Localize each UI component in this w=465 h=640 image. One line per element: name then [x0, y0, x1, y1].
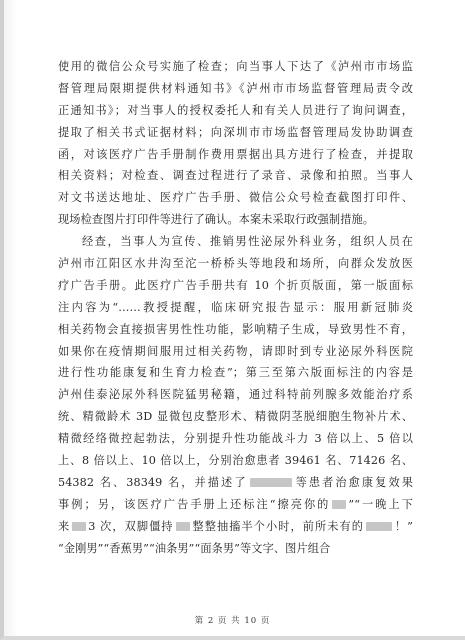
paragraph-lines	[58, 56, 413, 472]
document-line: 统、精微龄术 3D 显微包皮整形术、精微阴茎脱细胞生物补片术、	[58, 410, 413, 424]
line-text: 54382 名、38349 名，并描述了	[58, 475, 248, 489]
line-text: 等患者治愈康复效果	[293, 475, 413, 489]
document-line: 精微经络微控起勃法，分别提升性功能战斗力 3 倍以上、5 倍以	[58, 432, 413, 446]
document-line: 相关药物会直接损害男性性功能，影响精子生成，导致男性不育，	[58, 322, 413, 336]
redaction-mark	[332, 500, 346, 509]
document-line: 现场检查图片打印件等进行了确认。本案未采取行政强制措施。	[58, 213, 375, 227]
document-line: 使用的微信公众号实施了检查；向当事人下达了《泸州市市场监	[58, 60, 413, 73]
document-line: 泸州市江阳区水井沟至沱一桥桥头等地段和场所，向群众发放医	[58, 257, 413, 271]
line-text: ！”	[393, 519, 413, 533]
document-line: 泸州佳泰泌尿外科医院猛男秘籍，通过科特前列腺多效能治疗系	[58, 388, 413, 402]
redaction-mark	[72, 522, 86, 531]
document-line: 疗广告手册。此医疗广告手册共有 10 个折页版面，第一版面标	[58, 278, 413, 292]
document-line: 相关资料；对检查、调查过程进行了录音、录像和拍照。当事人	[58, 169, 413, 183]
document-line: 注内容为“……教授提醒，临床研究报告显示：服用新冠肺炎	[58, 300, 413, 314]
line-text: 事例；另，该医疗广告手册上还标注“擦亮你的	[58, 497, 331, 511]
line-text: ”“一晚上下	[348, 497, 413, 511]
line-text: 整整抽搐半个小时，前所未有的	[191, 519, 364, 533]
page-number-footer: 第 2 页 共 10 页	[194, 616, 271, 626]
document-line-redacted-2	[58, 494, 413, 516]
redaction-mark	[176, 522, 190, 531]
document-line: 上、8 倍以上、10 倍以上，分别治愈患者 39461 名、71426 名、	[58, 454, 413, 468]
document-line: 如果你在疫情期间服用过相关药物，请即时到专业泌尿外科医院	[58, 344, 413, 358]
document-line: 对文书送达地址、医疗广告手册、微信公众号检查截图打印件、	[58, 191, 413, 205]
line-text: 3 次，双脚僵持	[88, 519, 174, 533]
document-line: 经查，当事人为宣传、推销男性泌尿外科业务，组织人员在	[82, 235, 413, 249]
redaction-mark	[250, 478, 292, 487]
document-line: 函，对该医疗广告手册制作费用票据出具方进行了检查，并提取	[58, 147, 413, 161]
document-line: 进行性功能康复和生育力检查”；第三至第六版面标注的内容是	[58, 366, 413, 380]
document-line: 提取了相关书式证据材料；向深圳市市场监督管理局发协助调查	[58, 125, 413, 139]
document-line-redacted-1	[58, 472, 413, 494]
document-line: 督管理局限期提供材料通知书》《泸州市市场监督管理局责令改	[58, 81, 413, 95]
document-body	[58, 56, 413, 559]
line-text: 来	[58, 519, 71, 533]
redaction-mark	[366, 522, 392, 531]
document-line-redacted-3	[58, 516, 413, 538]
document-line-last: “金刚男”“香蕉男”“油条男”“面条男”等文字、图片组合	[58, 541, 331, 555]
document-line: 正通知书》；对当事人的授权委托人和有关人员进行了询问调查，	[58, 103, 413, 117]
